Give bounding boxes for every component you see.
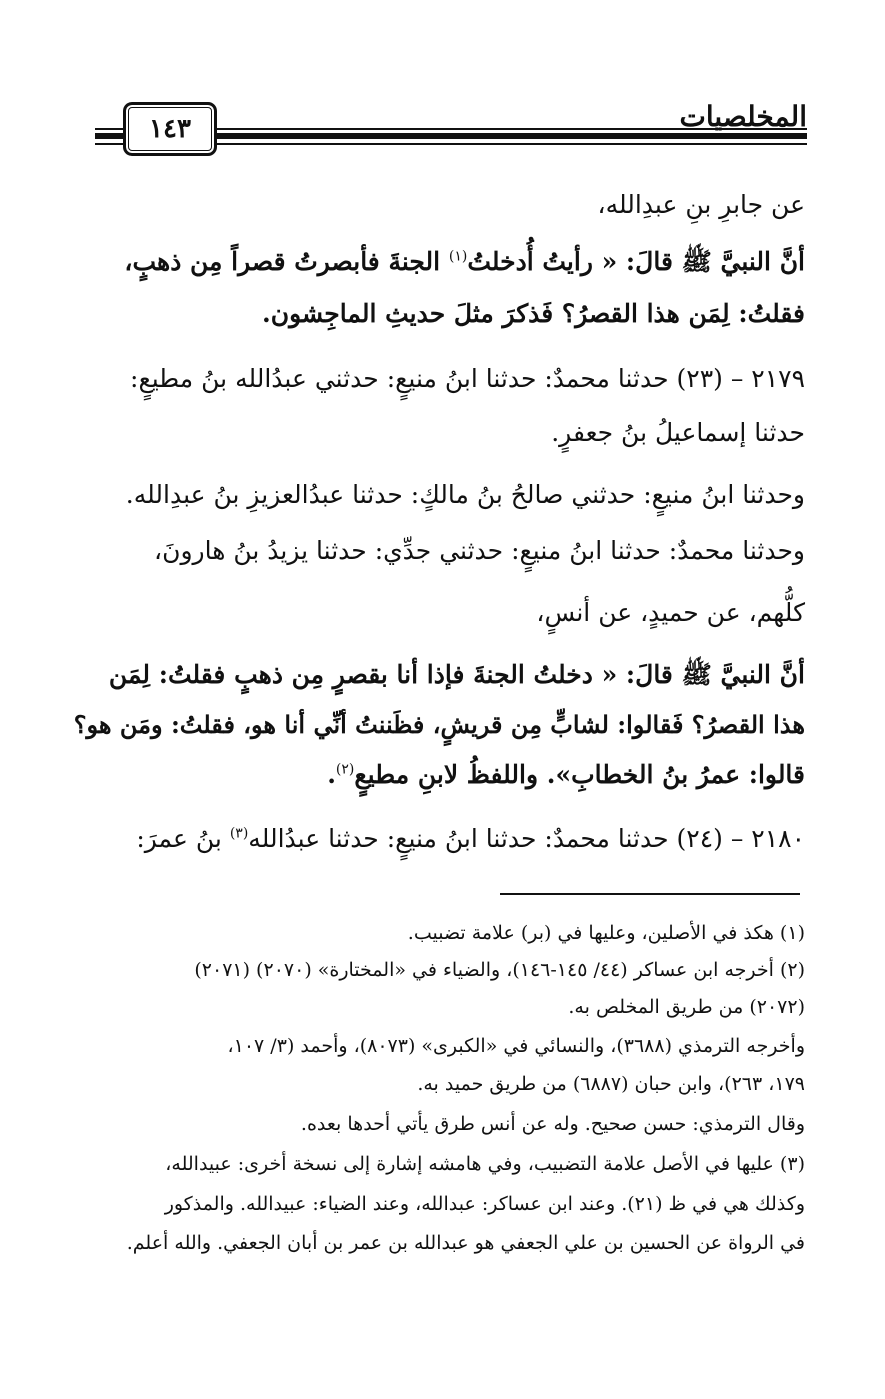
footnote-line: (٣) عليها في الأصل علامة التضبيب، وفي هامشه إشارة إلى نسخة أخرى: عبيدالله، [165, 1153, 805, 1175]
isnad-line: كلُّهم، عن حميدٍ، عن أنسٍ، [536, 598, 805, 627]
footnote-separator [500, 893, 800, 895]
isnad-line: وحدثنا محمدٌ: حدثنا ابنُ منيعٍ: حدثني جدِّي: حدثنا يزيدُ بنُ هارونَ، [154, 536, 805, 565]
footnote-line: (١) هكذ في الأصلين، وعليها في (بر) علامة تضبيب. [407, 922, 805, 944]
isnad-line: ٢١٨٠ – (٢٤) حدثنا محمدٌ: حدثنا ابنُ منيعٍ: حدثنا عبدُالله$^{(٣)}$ بنُ عمرَ: [136, 824, 805, 853]
footnote-ref: (٣) [229, 825, 249, 842]
isnad-line: وحدثنا ابنُ منيعٍ: حدثني صالحُ بنُ مالكٍ: حدثنا عبدُالعزيزِ بنُ عبدِالله. [125, 480, 805, 509]
footnote-line: وأخرجه الترمذي (٣٦٨٨)، والنسائي في «الكبرى» (٨٠٧٣)، وأحمد (٣/ ١٠٧، [227, 1035, 805, 1057]
footnote-line: في الرواة عن الحسين بن علي الجعفي هو عبدالله بن عمر بن أبان الجعفي. والله أعلم. [126, 1232, 805, 1254]
footnote-line: وكذلك هي في ظ (٢١). وعند ابن عساكر: عبدالله، وعند الضياء: عبيدالله. والمذكور [164, 1193, 805, 1215]
hadith-text-line: أنَّ النبيَّ ﷺ قالَ: « دخلتُ الجنةَ فإذا أنا بقصرٍ مِن ذهبٍ فقلتُ: لِمَن [108, 660, 805, 689]
footnote-line: (٢) أخرجه ابن عساكر (٤٤/ ١٤٥-١٤٦)، والضياء في «المختارة» (٢٠٧٠) (٢٠٧١) [194, 959, 805, 981]
hadith-text-line: هذا القصرُ؟ فَقالوا: لشابٍّ مِن قريشٍ، فظَننتُ أنِّي أنا هو، فقلتُ: ومَن هو؟ [73, 710, 805, 739]
footnote-line: (٢٠٧٢) من طريق المخلص به. [568, 996, 805, 1018]
text-line: عن جابرِ بنِ عبدِالله، [597, 190, 805, 219]
footnote-line: وقال الترمذي: حسن صحيح. وله عن أنس طرق يأتي أحدها بعده. [300, 1113, 805, 1135]
footnote-line: ١٧٩، ٢٦٣)، وابن حبان (٦٨٨٧) من طريق حميد به. [417, 1073, 805, 1095]
isnad-line: ٢١٧٩ – (٢٣) حدثنا محمدٌ: حدثنا ابنُ منيعٍ: حدثني عبدُالله بنُ مطيعٍ: [130, 364, 805, 393]
hadith-text-line: فقلتُ: لِمَن هذا القصرُ؟ فَذكرَ مثلَ حديثِ الماجِشون. [262, 299, 805, 328]
isnad-line: حدثنا إسماعيلُ بنُ جعفرٍ. [551, 418, 805, 447]
page-header [95, 100, 807, 158]
hadith-text-line: أنَّ النبيَّ ﷺ قالَ: « رأيتُ أُدخلتُ$^{(١)}$ الجنةَ فأبصرتُ قصراً مِن ذهبٍ، [124, 247, 805, 276]
hadith-text-line: قالوا: عمرُ بنُ الخطابِ». واللفظُ لابنِ مطيعٍ$^{(٢)}$. [327, 760, 805, 789]
page-number: ١٤٣ [123, 102, 217, 156]
running-title: المخلصيات [679, 100, 807, 133]
footnote-ref: (١) [448, 248, 468, 265]
footnote-ref: (٢) [335, 761, 355, 778]
